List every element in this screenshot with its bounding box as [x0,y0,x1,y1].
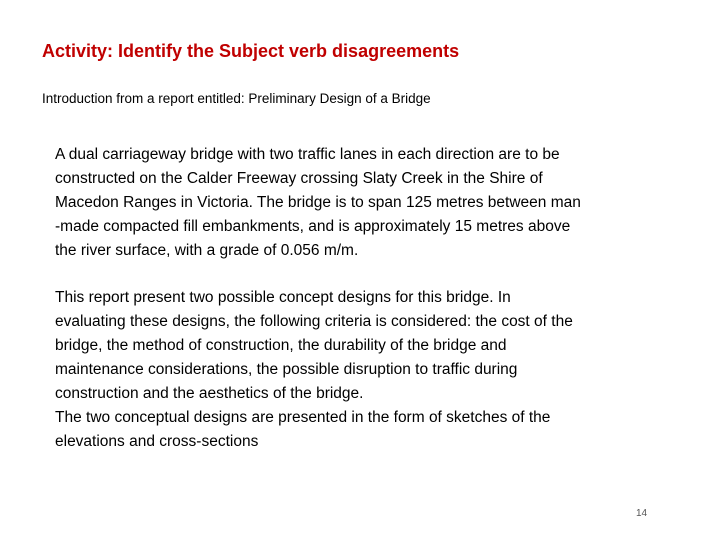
body-paragraph-1: A dual carriageway bridge with two traffic lanes in each direction are to be constructed on the Calder Freeway crossing Slaty Creek in the Shire of Macedon Ranges in Victoria. The bridge is to span 125 metres between man -made compacted fill embankments, and is approximately 15 metres above the river surface, with a grade of 0.056 m/m. [55,146,581,259]
slide-subtitle: Introduction from a report entitled: Preliminary Design of a Bridge [42,91,431,106]
page-number: 14 [636,508,648,519]
body-paragraph-2: This report present two possible concept designs for this bridge. In evaluating these designs, the following criteria is considered: the cost of the bridge, the method of construction, the durability of the bridge and maintenance considerations, the possible disruption to traffic during construction and the aesthetics of the bridge. The two conceptual designs are presented in the form of sketches of the elevations and cross-sections [55,289,573,450]
slide-title: Activity: Identify the Subject verb disagreements [42,41,460,61]
